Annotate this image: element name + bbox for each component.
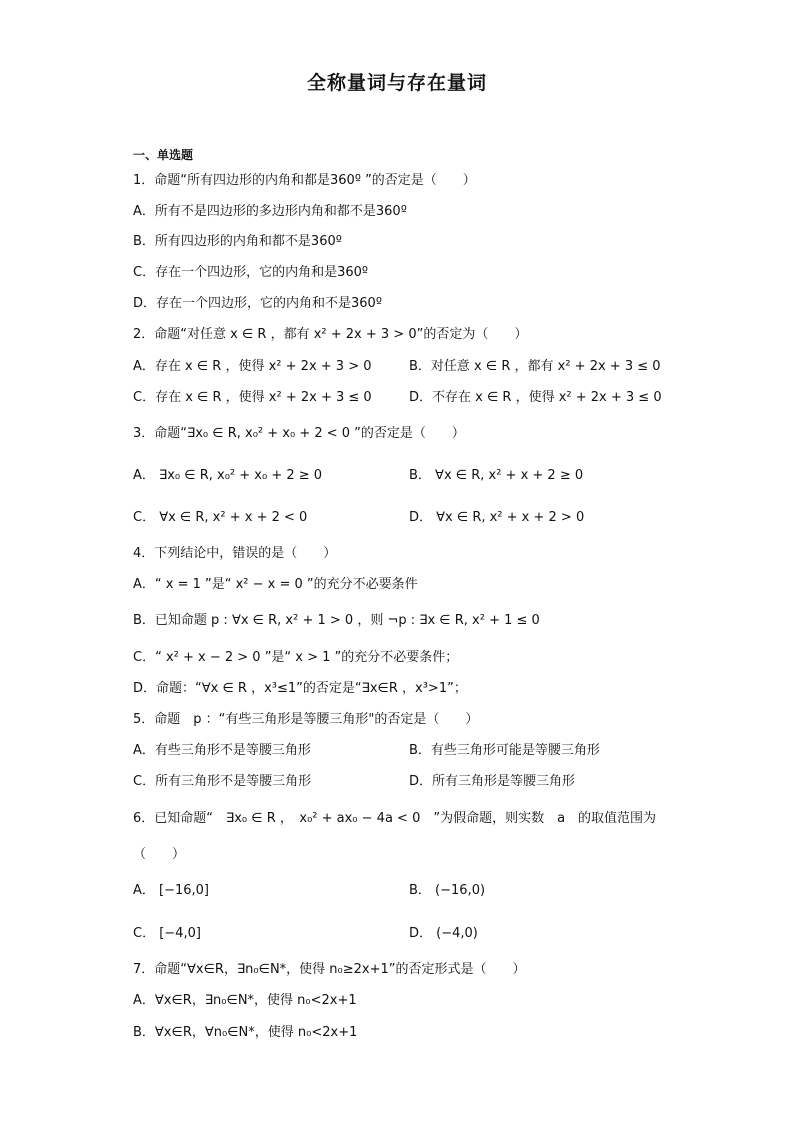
question-2-option-a: A．存在 x ∈ R ，使得 x² + 2x + 3 > 0 [133,359,372,374]
question-7-option-a: A．∀x∈R，∃n₀∈N*，使得 n₀<2x+1 [133,993,357,1008]
question-3-option-c: C． ∀x ∈ R, x² + x + 2 < 0 [133,510,308,525]
question-2-option-c: C．存在 x ∈ R ，使得 x² + 2x + 3 ≤ 0 [133,390,372,405]
question-4-stem: 4．下列结论中，错误的是（ ） [133,546,337,561]
question-4-option-a: A．“ x = 1 ”是“ x² − x = 0 ”的充分不必要条件 [133,577,418,592]
question-1-option-d: D．存在一个四边形，它的内角和不是360º [133,296,382,311]
question-3-stem: 3．命题“∃x₀ ∈ R, x₀² + x₀ + 2 < 0 ”的否定是（ ） [133,426,465,441]
question-2-option-d: D．不存在 x ∈ R ，使得 x² + 2x + 3 ≤ 0 [409,390,662,405]
question-2-option-b: B．对任意 x ∈ R ，都有 x² + 2x + 3 ≤ 0 [409,359,661,374]
question-3-option-d: D． ∀x ∈ R, x² + x + 2 > 0 [409,510,585,525]
question-5-option-c: C．所有三角形不是等腰三角形 [133,774,312,789]
question-3-option-b: B． ∀x ∈ R, x² + x + 2 ≥ 0 [409,468,584,483]
question-2-stem: 2．命题“对任意 x ∈ R ，都有 x² + 2x + 3 > 0”的否定为（ ） [133,327,528,342]
question-6-stem: 6．已知命题“ ∃x₀ ∈ R ， x₀² + ax₀ − 4a < 0 ”为假命题，则实数 a 的取值范围为 [133,811,657,826]
question-5-stem: 5．命题 p ：“有些三角形是等腰三角形"的否定是（ ） [133,712,479,727]
question-1-option-b: B．所有四边形的内角和都不是360º [133,234,342,249]
question-4-option-d: D．命题：“∀x ∈ R ，x³≤1”的否定是“∃x∈R ，x³>1”； [133,681,467,696]
question-6-option-d: D． (−4,0) [409,926,478,941]
question-6-option-c: C． [−4,0] [133,926,201,941]
question-1-option-a: A．所有不是四边形的多边形内角和都不是360º [133,204,407,219]
question-3-option-a: A． ∃x₀ ∈ R, x₀² + x₀ + 2 ≥ 0 [133,468,323,483]
question-7-option-b: B．∀x∈R，∀n₀∈N*，使得 n₀<2x+1 [133,1025,358,1040]
question-4-option-c: C．“ x² + x − 2 > 0 ”是“ x > 1 ”的充分不必要条件； [133,650,459,665]
question-1-stem: 1．命题“所有四边形的内角和都是360º ”的否定是（ ） [133,173,476,188]
question-4-option-b: B．已知命题 p : ∀x ∈ R, x² + 1 > 0 ，则 ¬p : ∃x ∈ R, x² + 1 ≤ 0 [133,613,540,628]
question-6-option-b: B． (−16,0) [409,883,486,898]
question-1-option-c: C．存在一个四边形，它的内角和是360º [133,265,369,280]
question-5-option-d: D．所有三角形是等腰三角形 [409,774,576,789]
question-5-option-a: A．有些三角形不是等腰三角形 [133,743,311,758]
page-title: 全称量词与存在量词 [306,72,487,94]
question-5-option-b: B．有些三角形可能是等腰三角形 [409,743,600,758]
question-7-stem: 7．命题“∀x∈R，∃n₀∈N*，使得 n₀≥2x+1”的否定形式是（ ） [133,962,526,977]
question-6-stem-parens: （ ） [133,847,186,862]
section-heading: 一、单选题 [133,148,194,162]
question-6-option-a: A． [−16,0] [133,883,210,898]
